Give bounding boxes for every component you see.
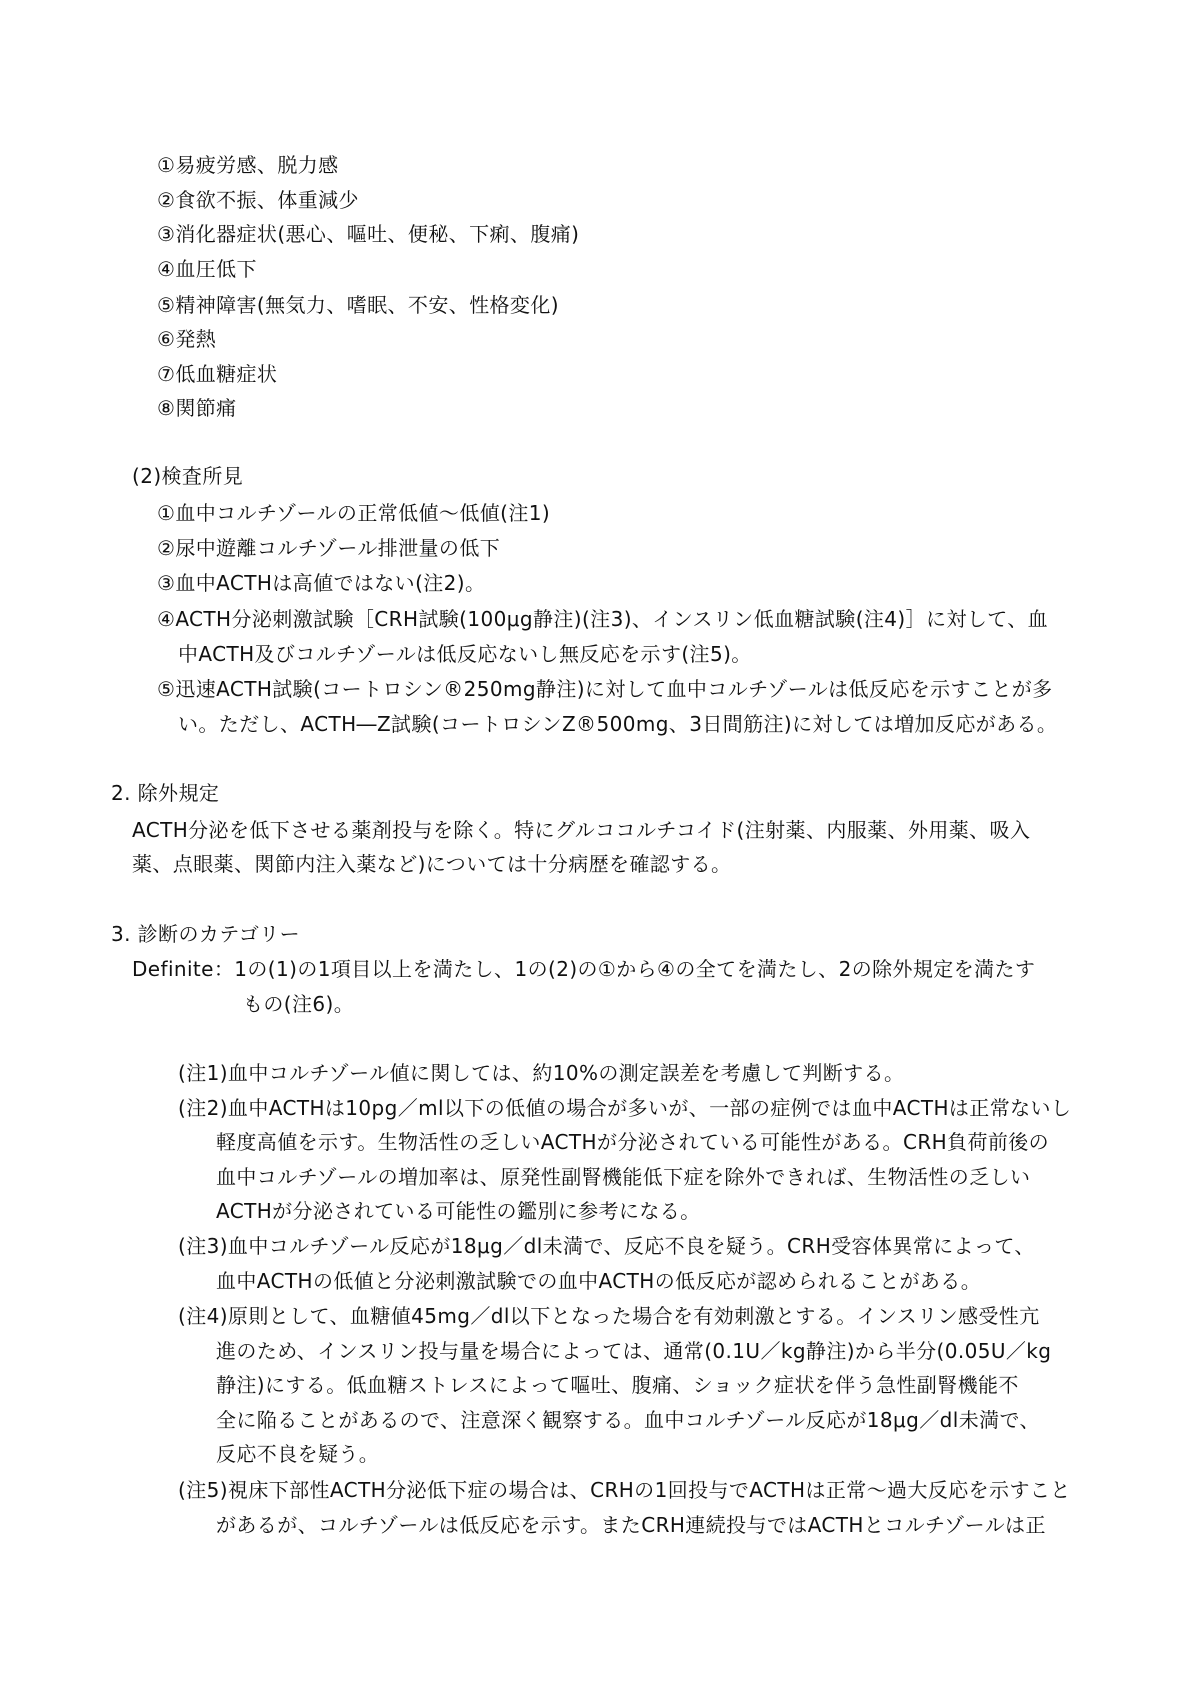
note-4: (注4)原則として、血糖値45mg／dl以下となった場合を有効刺激とする。インスリン感受性亢 xyxy=(178,1304,1040,1328)
symptom-item: ⑥発熱 xyxy=(157,327,217,351)
category-definite-continued: もの(注6)。 xyxy=(243,992,355,1016)
note-4-continued: 反応不良を疑う。 xyxy=(216,1442,380,1466)
note-4-continued: 静注)にする。低血糖ストレスによって嘔吐、腹痛、ショック症状を伴う急性副腎機能不 xyxy=(216,1373,1019,1397)
note-2: (注2)血中ACTHは10pg／ml以下の低値の場合が多いが、一部の症例では血中ACTHは正常ないし xyxy=(178,1096,1072,1120)
note-4-continued: 全に陥ることがあるので、注意深く観察する。血中コルチゾール反応が18μg／dl未満で、 xyxy=(216,1408,1040,1432)
symptom-item: ①易疲労感、脱力感 xyxy=(157,153,339,177)
finding-item: ⑤迅速ACTH試験(コートロシン®250mg静注)に対して血中コルチゾールは低反応を示すことが多 xyxy=(157,677,1053,701)
exclusion-text: ACTH分泌を低下させる薬剤投与を除く。特にグルココルチコイド(注射薬、内服薬、外用薬、吸入 xyxy=(132,818,1031,842)
note-4-continued: 進のため、インスリン投与量を場合によっては、通常(0.1U／kg静注)から半分(0.05U／kg xyxy=(216,1339,1052,1363)
symptom-item: ②食欲不振、体重減少 xyxy=(157,188,359,212)
note-5-continued: があるが、コルチゾールは低反応を示す。またCRH連続投与ではACTHとコルチゾールは正 xyxy=(216,1513,1046,1537)
symptom-item: ④血圧低下 xyxy=(157,257,257,281)
category-definite: Definite：1の(1)の1項目以上を満たし、1の(2)の①から④の全てを満たし、2の除外規定を満たす xyxy=(132,957,1036,981)
exclusion-heading: 2. 除外規定 xyxy=(111,781,220,805)
note-2-continued: 血中コルチゾールの増加率は、原発性副腎機能低下症を除外できれば、生物活性の乏しい xyxy=(216,1165,1031,1189)
findings-heading: (2)検査所見 xyxy=(132,464,244,488)
note-1: (注1)血中コルチゾール値に関しては、約10%の測定誤差を考慮して判断する。 xyxy=(178,1061,905,1085)
category-heading: 3. 診断のカテゴリー xyxy=(111,922,301,946)
symptom-item: ③消化器症状(悪心、嘔吐、便秘、下痢、腹痛) xyxy=(157,222,580,246)
note-5: (注5)視床下部性ACTH分泌低下症の場合は、CRHの1回投与でACTHは正常～過大反応を示すこと xyxy=(178,1478,1071,1502)
symptom-item: ⑧関節痛 xyxy=(157,396,237,420)
finding-item: ②尿中遊離コルチゾール排泄量の低下 xyxy=(157,536,501,560)
note-2-continued: ACTHが分泌されている可能性の鑑別に参考になる。 xyxy=(216,1199,701,1223)
note-3-continued: 血中ACTHの低値と分泌刺激試験での血中ACTHの低反応が認められることがある。 xyxy=(216,1269,982,1293)
finding-item: ①血中コルチゾールの正常低値～低値(注1) xyxy=(157,501,551,525)
exclusion-text: 薬、点眼薬、関節内注入薬など)については十分病歴を確認する。 xyxy=(132,852,732,876)
note-3: (注3)血中コルチゾール反応が18μg／dl未満で、反応不良を疑う。CRH受容体異常によって、 xyxy=(178,1234,1035,1258)
finding-item-continued: 中ACTH及びコルチゾールは低反応ないし無反応を示す(注5)。 xyxy=(178,642,752,666)
finding-item-continued: い。ただし、ACTH―Z試験(コートロシンZ®500mg、3日間筋注)に対しては増加反応がある。 xyxy=(178,712,1058,736)
note-2-continued: 軽度高値を示す。生物活性の乏しいACTHが分泌されている可能性がある。CRH負荷前後の xyxy=(216,1130,1050,1154)
symptom-item: ⑤精神障害(無気力、嗜眠、不安、性格変化) xyxy=(157,293,559,317)
symptom-item: ⑦低血糖症状 xyxy=(157,362,278,386)
finding-item: ④ACTH分泌刺激試験［CRH試験(100μg静注)(注3)、インスリン低血糖試験(注4)］に対して、血 xyxy=(157,607,1049,631)
finding-item: ③血中ACTHは高値ではない(注2)。 xyxy=(157,571,486,595)
